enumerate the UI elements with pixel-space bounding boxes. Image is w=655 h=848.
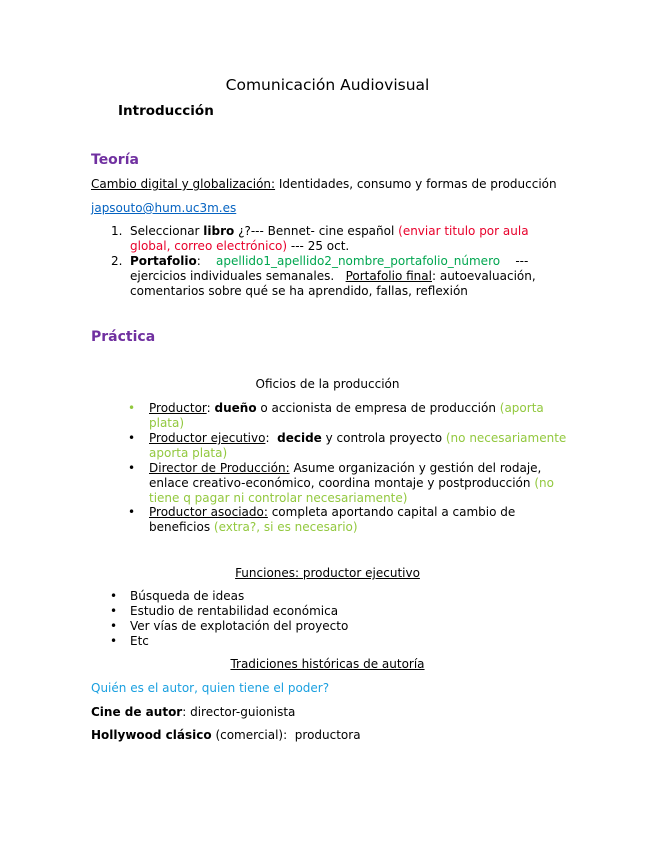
list-item: Estudio de rentabilidad económica xyxy=(130,604,339,618)
topic-label: Cambio digital y globalización: xyxy=(91,177,276,191)
section-heading-teoria: Teoría xyxy=(91,152,139,168)
list-item-continuation: beneficios (extra?, si es necesario) xyxy=(149,520,358,534)
portafolio-filename: apellido1_apellido2_nombre_portafolio_número xyxy=(216,254,501,268)
list-item-continuation: aporta plata) xyxy=(149,446,228,460)
topic-line xyxy=(91,177,557,192)
bullet-icon: • xyxy=(110,619,118,633)
oficios-title: Oficios de la producción xyxy=(255,377,400,391)
list-item-continuation: plata) xyxy=(149,416,185,430)
tradiciones-title: Tradiciones históricas de autoría xyxy=(230,657,425,671)
list-item: Productor: dueño o accionista de empresa de producción (aporta xyxy=(149,401,544,415)
email-link[interactable]: japsouto@hum.uc3m.es xyxy=(91,201,237,215)
question-text: Quién es el autor, quien tiene el poder? xyxy=(91,681,330,695)
list-item-continuation: comentarios sobre qué se ha aprendido, fallas, reflexión xyxy=(130,284,468,298)
portafolio-final-label: Portafolio final xyxy=(345,269,432,283)
document-subtitle: Introducción xyxy=(118,103,214,119)
list-item-continuation: global, correo electrónico) --- 25 oct. xyxy=(130,239,350,253)
list-item: Búsqueda de ideas xyxy=(130,589,245,603)
bullet-icon: • xyxy=(128,401,136,415)
bullet-icon: • xyxy=(110,589,118,603)
list-number: 2. xyxy=(111,254,123,268)
list-item: Ver vías de explotación del proyecto xyxy=(130,619,349,633)
portafolio-label: Portafolio xyxy=(130,254,197,268)
list-number: 1. xyxy=(111,224,123,238)
bullet-icon: • xyxy=(128,461,136,475)
bullet-icon: • xyxy=(110,634,118,648)
list-item: Portafolio: apellido1_apellido2_nombre_portafolio_número --- xyxy=(130,254,529,268)
hollywood-line: Hollywood clásico (comercial): productora xyxy=(91,728,361,742)
bullet-icon: • xyxy=(128,505,136,519)
list-item: Productor asociado: completa aportando capital a cambio de xyxy=(149,505,516,519)
bullet-icon: • xyxy=(110,604,118,618)
document-title: Comunicación Audiovisual xyxy=(225,76,430,94)
libro-label: libro xyxy=(203,224,235,238)
list-item: Etc xyxy=(130,634,149,648)
list-item: Seleccionar libro ¿?--- Bennet- cine español (enviar titulo por aula xyxy=(130,224,529,238)
list-item: Director de Producción: Asume organización y gestión del rodaje, xyxy=(149,461,542,475)
cine-autor-line: Cine de autor: director-guionista xyxy=(91,705,296,719)
section-heading-practica: Práctica xyxy=(91,329,156,345)
list-item-continuation: enlace creativo-económico, coordina montaje y postproducción (no xyxy=(149,476,554,490)
list-item-continuation: ejercicios individuales semanales. Portafolio final: autoevaluación, xyxy=(130,269,536,283)
funciones-title: Funciones: productor ejecutivo xyxy=(235,566,420,580)
topic-text: Identidades, consumo y formas de producción xyxy=(275,177,557,191)
list-item: Productor ejecutivo: decide y controla proyecto (no necesariamente xyxy=(149,431,567,445)
bullet-icon: • xyxy=(128,431,136,445)
list-item-continuation: tiene q pagar ni controlar necesariamente) xyxy=(149,491,408,505)
